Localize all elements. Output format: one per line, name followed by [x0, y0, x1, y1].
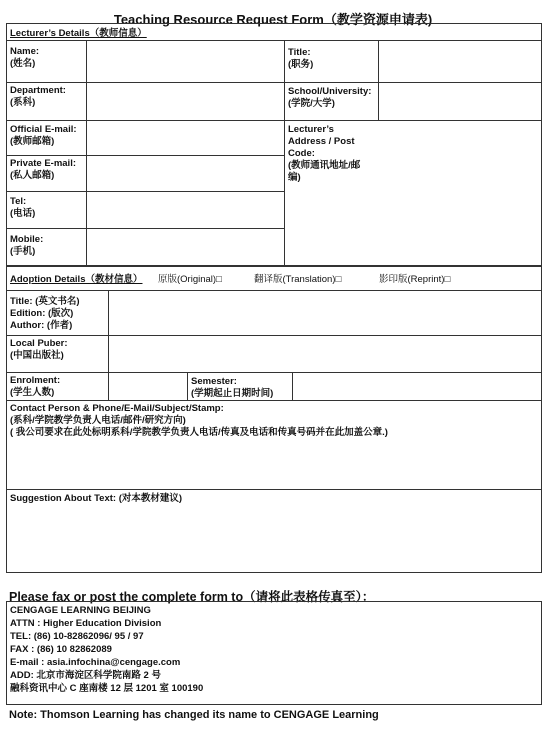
reprint-option[interactable]: 影印版(Reprint)□ — [379, 274, 451, 285]
rename-note: Note: Thomson Learning has changed its name to CENGAGE Learning — [9, 709, 379, 721]
official-email-label: Official E-mail: (教师邮箱) — [10, 124, 77, 147]
divider — [6, 489, 542, 490]
local-publisher-field[interactable] — [109, 336, 539, 371]
tel-field[interactable] — [87, 192, 283, 227]
address-line-2: 融科资讯中心 C 座南楼 12 层 1201 室 100190 — [10, 683, 204, 694]
attention-line: ATTN : Higher Education Division — [10, 618, 162, 629]
suggestion-field[interactable] — [7, 506, 539, 570]
email-line: E-mail : asia.infochina@cengage.com — [10, 657, 181, 668]
department-field[interactable] — [87, 83, 283, 119]
name-label: Name: (姓名) — [10, 46, 40, 69]
address-label: Lecturer’s Address / Post Code: (教师通讯地址/邮 编) — [288, 124, 361, 183]
original-option[interactable]: 原版(Original)□ — [158, 274, 222, 285]
address-field[interactable] — [379, 121, 539, 264]
school-field[interactable] — [379, 83, 539, 119]
title-field[interactable] — [379, 41, 539, 81]
official-email-field[interactable] — [87, 121, 283, 154]
fax-heading: Please fax or post the complete form to（请将此表格传真至）： — [9, 590, 375, 604]
private-email-field[interactable] — [87, 156, 283, 190]
form-title: Teaching Resource Request Form（教学资源申请表) — [113, 12, 433, 27]
fax-contact-lines — [10, 604, 203, 695]
book-info-label: Title: (英文书名) Edition: (版次) Author: (作者) — [10, 296, 80, 331]
telephone-line: TEL: (86) 10-82862096/ 95 / 97 — [10, 631, 144, 642]
divider — [284, 40, 285, 266]
title-label: Title: (职务) — [288, 47, 314, 70]
contact-field[interactable] — [7, 442, 539, 488]
company-name: CENGAGE LEARNING BEIJING — [10, 605, 151, 616]
fax-number-line: FAX : (86) 10 82862089 — [10, 644, 112, 655]
private-email-label: Private E-mail: (私人邮箱) — [10, 158, 76, 181]
divider — [6, 400, 542, 401]
divider — [187, 373, 188, 400]
enrolment-label: Enrolment: (学生人数) — [10, 375, 61, 398]
address-line-1: ADD: 北京市海淀区科学院南路 2 号 — [10, 670, 161, 681]
suggestion-label: Suggestion About Text: (对本教材建议) — [10, 493, 183, 504]
mobile-field[interactable] — [87, 229, 283, 264]
contact-label: Contact Person & Phone/E-Mail/Subject/Stamp: (系科/学院教学负责人电话/邮件/研究方向) ( 我公司要求在此处标明系科/学院教学负责人电话/传真及电话和传真号码并在此加盖公章.) — [10, 403, 388, 438]
enrolment-field[interactable] — [109, 373, 186, 399]
tel-label: Tel: (电话) — [10, 196, 36, 219]
translation-option[interactable]: 翻译版(Translation)□ — [254, 274, 342, 285]
book-info-field[interactable] — [109, 291, 539, 334]
adoption-section-heading: Adoption Details（教材信息） — [10, 274, 143, 285]
school-label: School/University: (学院/大学) — [288, 86, 372, 109]
lecturer-section-heading: Lecturer’s Details（教师信息） — [10, 28, 147, 39]
semester-field[interactable] — [293, 373, 539, 399]
name-field[interactable] — [87, 41, 283, 81]
department-label: Department: (系科) — [10, 85, 66, 108]
semester-label: Semester: (学期起止日期时间) — [191, 376, 274, 399]
local-publisher-label: Local Puber: (中国出版社) — [10, 338, 68, 361]
mobile-label: Mobile: (手机) — [10, 234, 44, 257]
